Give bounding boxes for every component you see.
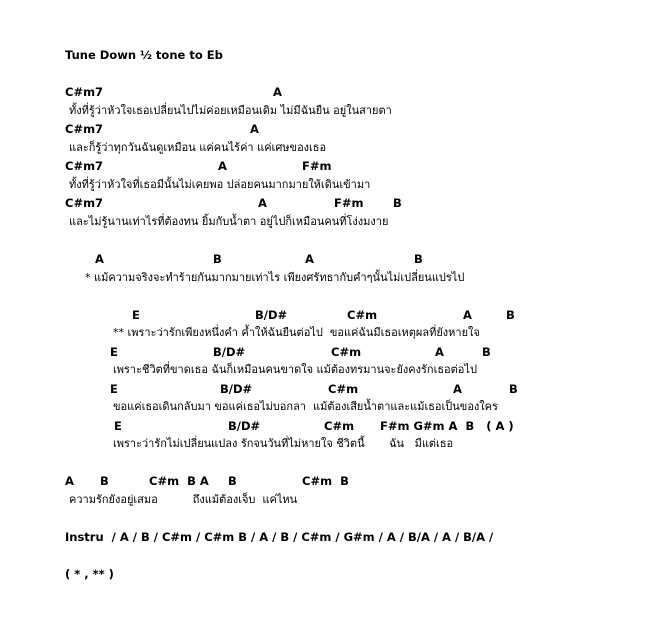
chord-label: A [65,474,74,488]
chord-label: A [250,122,259,136]
chord-label: A [453,382,462,396]
chord-label: B/D# [220,382,253,396]
chord-label: B [100,474,109,488]
chord-label: C#m B [302,474,349,488]
lyric-line: และไม่รู้นานเท่าไรที่ต้องทน ยิ้มกับน้ำตา อยู่ไปก็เหมือนคนที่โง่งมงาย [69,215,389,228]
chord-label: B/D# [213,345,246,359]
chord-label: C#m7 [65,85,104,99]
chord-label: B [213,252,222,266]
chord-label: A [463,308,472,322]
chord-label: C#m [331,345,362,359]
repeat-note: ( * , ** ) [65,567,114,581]
chord-label: B [482,345,491,359]
chord-label: C#m7 [65,159,104,173]
chord-label: B [228,474,237,488]
lyric-line: ขอแค่เธอเดินกลับมา ขอแค่เธอไม่บอกลา แม้ต้องเสียน้ำตาและแม้เธอเป็นของใคร [113,400,498,413]
lyric-line: ทั้งที่รู้ว่าหัวใจที่เธอมีนั้นไม่เคยพอ ปล่อยคนมากมายให้เดินเข้ามา [69,178,371,191]
chord-label: B/D# [255,308,288,322]
chord-label: B [509,382,518,396]
chord-label: C#m [324,419,355,433]
chord-label: E [110,345,118,359]
chord-label: C#m B A [149,474,209,488]
chord-label: A [273,85,282,99]
lyric-line: และก็รู้ว่าทุกวันฉันดูเหมือน แค่คนไร้ค่า แค่เศษของเธอ [69,141,327,154]
lyric-line: ** เพราะว่ารักเพียงหนึ่งคำ ค้ำให้ฉันยืนต่อไป ขอแค่ฉันมีเธอเหตุผลที่ยังหายใจ [113,326,480,339]
chord-label: C#m7 [65,196,104,210]
chord-label: A [435,345,444,359]
chord-label: A [305,252,314,266]
chord-label: F#m [302,159,332,173]
chord-label: C#m7 [65,122,104,136]
chord-label: A [218,159,227,173]
chord-label: E [132,308,140,322]
lyric-line: เพราะว่ารักไม่เปลี่ยนแปลง รักจนวันที่ไม่หายใจ ชีวิตนี้ ฉัน มีแต่เธอ [113,437,454,450]
lyric-line: เพราะชีวิตที่ขาดเธอ ฉันก็เหมือนคนขาดใจ แม้ต้องทรมานจะยังคงรักเธอต่อไป [113,363,477,376]
chord-label: E [114,419,122,433]
chord-label: C#m [347,308,378,322]
chord-label: B [506,308,515,322]
lyric-line: ความรักยังอยู่เสมอ ถึงแม้ต้องเจ็บ แค่ไหน [69,493,298,506]
chord-label: E [110,382,118,396]
chord-label: B/D# [228,419,261,433]
instrumental-line: Instru / A / B / C#m / C#m B / A / B / C#m / G#m / A / B/A / A / B/A / [65,530,494,544]
lyric-line: * แม้ความจริงจะทำร้ายกันมากมายเท่าไร เพียงศรัทธากับคำๆนั้นไม่เปลี่ยนแปรไป [85,271,465,284]
lyric-line: ทั้งที่รู้ว่าหัวใจเธอเปลี่ยนไปไม่ค่อยเหมือนเดิม ไม่มีฉันยืน อยู่ในสายตา [69,104,392,117]
chord-label: C#m [328,382,359,396]
chord-label: A [95,252,104,266]
tuning-note: Tune Down ½ tone to Eb [65,48,223,62]
chord-label: B [393,196,402,210]
chord-label: A [258,196,267,210]
chord-label: B [414,252,423,266]
chord-label: F#m G#m A B ( A ) [380,419,514,433]
chord-label: F#m [334,196,364,210]
